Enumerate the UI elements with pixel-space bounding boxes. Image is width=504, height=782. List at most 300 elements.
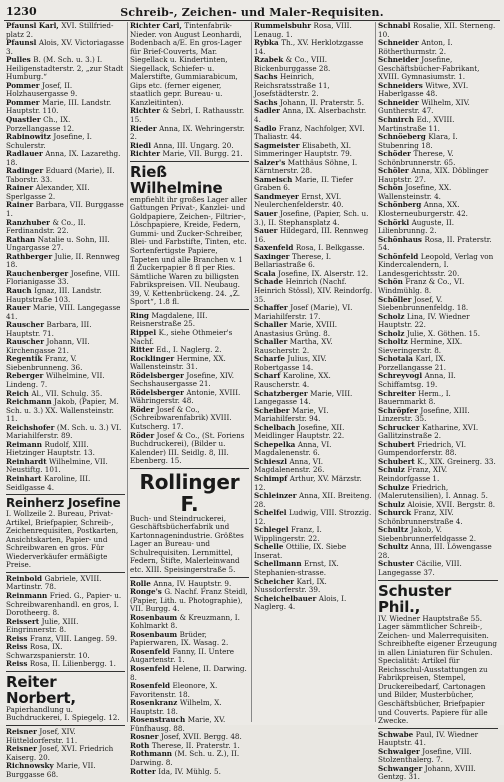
directory-entry xyxy=(130,432,249,466)
entry-details: Josefine, XIII. Linzerstr. 35. xyxy=(378,405,470,424)
directory-entry xyxy=(378,99,498,116)
entry-name: Schurck xyxy=(378,508,414,518)
directory-entry xyxy=(130,312,249,329)
entry-name: Scala xyxy=(254,268,279,278)
entry-name: Ronge's xyxy=(130,587,165,597)
directory-entry xyxy=(378,466,498,483)
entry-details: Hildegard, III. Rennweg 16. xyxy=(254,226,369,244)
advertisement xyxy=(6,494,125,573)
entry-name: Schulz xyxy=(378,499,408,509)
entry-details: Ed., I. Naglerg. 2. xyxy=(156,345,222,355)
entry-name: Sauer xyxy=(254,209,280,219)
entry-name: Rosenfeld xyxy=(130,681,173,691)
entry-details: Therese, I. Bellariastraße 6. xyxy=(254,251,331,270)
entry-name: Reissert xyxy=(6,616,42,626)
directory-entry xyxy=(6,201,125,218)
directory-entry xyxy=(130,125,249,142)
directory-entry xyxy=(6,253,125,270)
directory-entry xyxy=(378,338,498,355)
directory-entry xyxy=(6,82,125,99)
directory-entry xyxy=(378,201,498,218)
directory-entry xyxy=(254,526,373,543)
entry-name: Schönberg xyxy=(378,200,424,210)
entry-details: Marie, XVIII. Anastasius Grüng. 8. xyxy=(254,320,338,338)
directory-entry xyxy=(130,682,249,699)
advertisement-title: Reinherz Josefine xyxy=(6,496,121,511)
entry-details: Helene, II. Darwing. 8. xyxy=(130,664,247,682)
directory-entry xyxy=(378,731,498,748)
directory-entry xyxy=(378,441,498,458)
entry-name: Sauer xyxy=(254,226,280,236)
entry-name: Rotter xyxy=(130,766,159,776)
entry-name: Pommer xyxy=(6,80,43,90)
entry-name: Saxinger xyxy=(254,251,292,261)
entry-details: Rosa, I. Belkgasse. xyxy=(295,243,365,253)
entry-details: Franz, I. Wipplingerstr. 22. xyxy=(254,525,322,543)
entry-details: Natalie u. Sohn, III. Ungargasse 27. xyxy=(6,234,110,253)
entry-name: Rybka xyxy=(254,38,282,48)
entry-name: Rosner xyxy=(130,732,161,742)
entry-details: Barbara, VII. Burggasse 1. xyxy=(6,200,124,219)
directory-entry xyxy=(378,56,498,82)
entry-name: Regentik xyxy=(6,354,45,364)
entry-details: Julius, XIV. Robertgasse 14. xyxy=(254,354,327,372)
directory-entry xyxy=(6,372,125,389)
entry-name: Reimann xyxy=(6,439,45,449)
entry-details: Franz, Nachfolger, XVI. Thaliastr. 44. xyxy=(254,123,365,142)
directory-entry xyxy=(254,595,373,612)
entry-details: Jakob, V. Siebenbrunnerfeldgasse 2. xyxy=(378,525,477,543)
entry-details: Anna, VI. Magdalenenstr. 6. xyxy=(254,439,332,458)
directory-entry xyxy=(254,509,373,526)
entry-name: Scharfe xyxy=(254,354,288,364)
entry-name: Schnöeberg xyxy=(378,132,429,142)
entry-details: Arthur, XV. Märzstr. 12. xyxy=(254,473,362,492)
entry-details: Anna, XIX. Döblinger Hauptstr. 27. xyxy=(378,166,489,184)
entry-details: Josef, II. Holzhausergasse 9. xyxy=(6,80,78,99)
entry-name: Schröpfer xyxy=(378,405,421,415)
entry-name: Ranzhuber xyxy=(6,217,53,227)
directory-entry xyxy=(130,588,249,614)
entry-name: Reisner xyxy=(6,727,40,737)
entry-name: Schieszl xyxy=(254,456,290,466)
directory-entry xyxy=(254,39,373,56)
entry-name: Schöder xyxy=(378,149,414,159)
directory-entry xyxy=(6,592,125,618)
entry-name: Schleinzer xyxy=(254,491,299,501)
entry-name: Schwabe xyxy=(378,729,416,739)
entry-name: Schwanger xyxy=(378,763,425,773)
entry-details: Franz, XIV. Schönbrunnerstraße 4. xyxy=(378,508,463,526)
directory-entry xyxy=(6,219,125,236)
directory-entry xyxy=(6,56,125,82)
entry-details: Josef, V. Siebenbrunnenfeldg. 18. xyxy=(378,294,469,313)
advertisement xyxy=(130,468,249,578)
entry-details: Fanny, II. Untere Augartenstr. 1. xyxy=(130,646,235,665)
entry-name: Reberger xyxy=(6,371,46,381)
directory-entry xyxy=(254,578,373,595)
directory-entry xyxy=(6,441,125,458)
entry-name: Scholtz xyxy=(378,337,411,347)
entry-name: Schön xyxy=(378,183,406,193)
entry-details: Auguste, II. Lilienbrunng. 2. xyxy=(378,217,455,236)
entry-details: Franz, XIV. Reindorfgasse 1. xyxy=(378,465,448,483)
column-3 xyxy=(252,22,376,722)
entry-details: Antonie, XVIII. Währingerstr. 48. xyxy=(130,387,241,406)
directory-entry xyxy=(378,313,498,330)
directory-entry xyxy=(378,184,498,201)
entry-name: Reinmann xyxy=(6,591,50,600)
entry-details: K., siehe Othmeier's Nachf. xyxy=(130,327,233,346)
entry-name: Rosenfeld xyxy=(130,646,173,656)
directory-entry xyxy=(130,406,249,432)
directory-entry xyxy=(130,107,249,124)
entry-name: Rödelsberger xyxy=(130,387,187,397)
entry-details: Marie, VII. Burgg. 21. xyxy=(162,149,243,159)
entry-name: Rathan xyxy=(6,234,38,244)
directory-entry xyxy=(254,372,373,389)
directory-entry xyxy=(378,253,498,279)
entry-name: Rosenfeld xyxy=(130,664,173,673)
directory-entry xyxy=(378,372,498,389)
entry-name: Scheiber xyxy=(254,405,292,415)
directory-entry xyxy=(6,270,125,287)
entry-name: Scheichelbauer xyxy=(254,593,319,603)
entry-name: Reiss xyxy=(6,659,30,669)
entry-details: Magdalene, III. Reisnerstraße 25. xyxy=(130,310,208,329)
entry-details: Josef & Co., (Schreibwarenfabrik) XVIII. Kutscherg. 17. xyxy=(130,404,232,431)
entry-name: Schaller xyxy=(254,337,290,347)
directory-entry xyxy=(254,355,373,372)
entry-details: Josefine, VIII. Stolzenthalerg. 7. xyxy=(378,746,472,765)
directory-entry xyxy=(130,389,249,406)
entry-name: Schaller xyxy=(254,320,290,330)
entry-name: Schulz xyxy=(378,465,408,475)
entry-details: Barbara, III. Hauptstr. 71. xyxy=(6,320,92,338)
entry-name: Rauscher xyxy=(6,320,47,330)
entry-details: Franz, VIII. Langeg. 59. xyxy=(29,633,117,643)
entry-details: Matthäus Söhne, I. Kärntnerstr. 28. xyxy=(254,157,358,176)
entry-name: Schönhaus xyxy=(378,234,425,244)
entry-details: Anna, II. Schiffamtsg. 19. xyxy=(378,371,456,389)
entry-name: Schepelka xyxy=(254,439,298,449)
entry-details: Josefine, XX. Wallensteinstr. 4. xyxy=(378,183,452,201)
directory-entry xyxy=(130,665,249,682)
entry-name: Sachs xyxy=(254,72,280,82)
directory-entry xyxy=(378,150,498,167)
directory-entry xyxy=(378,167,498,184)
directory-entry xyxy=(130,768,249,777)
advertisement-body: IV. Wiedner Hauptstraße 55. Lager sämmtlicher Schreib-, Zeichen- und Malerrequisiten. Schreibhefte eigener Erzeugung in allen Liniaturen für Schulen. Specialität: Artikel für Reichsschul-Ausstattungen zu Fabrikpreisen, Stempel, Druckereibedarf, Cartonagen und Bilder, Musterbücher, Geschäftsbücher, Briefpapier und Couverts. Papiere für alle Zwecke. xyxy=(378,613,497,726)
entry-name: Reisner xyxy=(6,744,40,754)
directory-entry xyxy=(254,159,373,176)
page-number: 1230 xyxy=(6,5,37,18)
entry-name: Reiss xyxy=(6,633,30,643)
entry-name: Rolle xyxy=(130,578,154,588)
entry-details: Cäcilie, VIII. Langegasse 37. xyxy=(378,559,462,577)
entry-details: Josefine, VIII. Florianigasse 33. xyxy=(6,268,121,287)
column-4 xyxy=(376,21,500,782)
directory-entry xyxy=(254,390,373,407)
entry-name: Scholz xyxy=(378,311,407,321)
directory-entry xyxy=(254,227,373,244)
entry-details: Th., XV. Herklotzgasse 14. xyxy=(254,38,364,56)
advertisement xyxy=(378,580,498,729)
entry-name: Sadler xyxy=(254,106,283,116)
entry-name: Schelle xyxy=(254,542,286,552)
directory-entry xyxy=(130,329,249,346)
directory-entry xyxy=(6,22,125,39)
advertisement-body: empfiehlt ihr großes Lager aller Gattungen Privat-, Kanzlei- und Goldpapiere, Zeichen-, Filtrier-, Löschpapiere, Kreide, Federn, Gummi- und Zucker-Schreiber, Blei- und Farbstifte, Tinten, etc. Sortenfertigste Papiere, Tapeten und alle Branchen v. 1 fl Zuckerpapier 8 fl per Ries. Sämtliche Waren zu billigsten Fabrikspreisen. VII. Neubaug. 39, V. Kettenbrückeng. 24. „Z. Sport“, 1.8 fl. xyxy=(130,194,248,307)
directory-entry xyxy=(254,56,373,73)
entry-details: Rosalie, XII. Sterneng. 10. xyxy=(378,21,496,39)
advertisement-title: Rollinger F. xyxy=(139,469,240,516)
entry-name: Rosenstrauch xyxy=(130,715,188,725)
directory-entry xyxy=(130,614,249,631)
directory-entry xyxy=(6,184,125,201)
entry-name: Schnabl xyxy=(378,21,413,30)
entry-details: Josef, XVII. Bergg. 48. xyxy=(160,732,242,742)
entry-details: Wilhelm, X. Hauptstr. 18. xyxy=(130,698,222,716)
directory-entry xyxy=(378,116,498,133)
directory-entry xyxy=(254,321,373,338)
directory-entry xyxy=(254,22,373,39)
entry-name: Rauchenberger xyxy=(6,268,71,278)
directory-entry xyxy=(6,150,125,167)
entry-name: Schrucker xyxy=(378,422,423,432)
entry-details: Wilhelm, XIV. Guntherstr. 47. xyxy=(378,97,470,116)
entry-details: Marie, XV. Fünfhausg. 88. xyxy=(130,715,226,733)
entry-details: Anna, VI. Magdalenenstr. 26. xyxy=(254,456,325,475)
directory-entry xyxy=(254,424,373,441)
entry-name: Rathberger xyxy=(6,251,55,261)
directory-entry xyxy=(254,441,373,458)
entry-name: Rzabek xyxy=(254,55,286,65)
entry-name: Rödelsberger xyxy=(130,370,187,380)
directory-entry xyxy=(378,236,498,253)
entry-details: Eleonore, X. Favoritenstr. 18. xyxy=(130,681,218,699)
entry-name: Sadlo xyxy=(254,123,279,133)
entry-details: Josefine, Geschäftsbücher-Fabrikant, XVIII. Gymnasiumstr. 1. xyxy=(378,55,480,82)
directory-entry xyxy=(6,287,125,304)
directory-entry xyxy=(254,475,373,492)
entry-details: Herm., I. Bauernmarkt 8. xyxy=(378,388,451,407)
entry-name: Schönfeld xyxy=(378,251,421,261)
entry-details: Wilhelmine, VII. Lindeng. 7. xyxy=(6,371,105,389)
entry-details: Ernst, XVI. Neulerchenfelderstr. 40. xyxy=(254,191,344,210)
entry-name: Ring xyxy=(130,310,152,320)
entry-details: Ernst, IX. Stephanien-strasse. xyxy=(254,559,339,577)
entry-details: Anna, XX. Klosterneuburgerstr. 42. xyxy=(378,200,468,219)
entry-name: Pulles xyxy=(6,55,34,65)
entry-details: Therese, V. Schönbrunnerstr. 65. xyxy=(378,149,456,167)
directory-entry xyxy=(6,643,125,660)
entry-name: Schotala xyxy=(378,354,416,364)
entry-details: Eduard (Marie), II. Taborstr. 33. xyxy=(6,166,115,184)
entry-name: Sagmeister xyxy=(254,140,303,150)
entry-details: Ignaz, III. Landstr. Hauptstraße 103. xyxy=(6,285,102,304)
column-2 xyxy=(128,21,252,776)
directory-entry xyxy=(378,82,498,99)
entry-name: Rabinowitz xyxy=(6,132,54,142)
directory-entry xyxy=(378,526,498,543)
entry-details: Johann, II. Praterstr. 5. xyxy=(280,97,364,107)
entry-name: Radlauer xyxy=(6,149,46,159)
entry-name: Riedl xyxy=(130,140,154,150)
directory-entry xyxy=(378,133,498,150)
entry-name: Roth xyxy=(130,740,152,750)
entry-details: Josef, XVI. Friedrich Kaiserg. 20. xyxy=(6,744,114,762)
directory-entry xyxy=(378,390,498,407)
directory-entry xyxy=(6,660,125,669)
advertisement-body: Papierhandlung u. Buchdruckerei, I. Spiegelg. 12. xyxy=(6,704,120,723)
entry-name: Schlegel xyxy=(254,525,291,535)
directory-entry xyxy=(378,543,498,560)
entry-details: Marie, VIII. Langegasse 14. xyxy=(254,388,353,407)
entry-details: Friedrich, (Malerutensilien), I. Annag. 5. xyxy=(378,482,488,501)
entry-name: Rothmann xyxy=(130,749,175,759)
entry-details: Anna, III. Ungarg. 20. xyxy=(153,140,234,150)
entry-name: Schuster xyxy=(378,559,417,569)
entry-name: Rummelsbuhr xyxy=(254,21,314,30)
directory-entry xyxy=(254,458,373,475)
entry-name: Reinbold xyxy=(6,573,45,583)
entry-details: Rosa, II. Praterstr. 54. xyxy=(378,234,492,253)
entry-name: Scholz xyxy=(378,328,407,338)
directory-entry xyxy=(6,167,125,184)
directory-entry xyxy=(6,39,125,56)
entry-details: Wilhelmine, VII. Neustiftg. 101. xyxy=(6,456,108,475)
entry-details: Jakob, (Papier, M. Sch. u. 3.) XX. Wallensteinstr. 11. xyxy=(6,397,119,424)
entry-details: & Co., II. Ferdinandstr. 22. xyxy=(6,217,86,236)
entry-details: Gabriele, XVIII. Martinstr. 78. xyxy=(6,573,102,592)
entry-name: Reinhart xyxy=(6,473,44,483)
directory-entry xyxy=(254,253,373,270)
entry-details: Marie, III. Landstr. Hauptstr. 110. xyxy=(6,97,112,116)
entry-details: Friedrich, VI. Gumpendorferstr. 88. xyxy=(378,439,467,458)
entry-name: Schelbach xyxy=(254,422,298,432)
entry-name: Schade xyxy=(254,277,286,287)
directory-entry xyxy=(254,560,373,577)
entry-details: Heinrich, Reichsratsstraße 11, Josefstädterstr. 2. xyxy=(254,72,330,99)
advertisement-title: Schuster Phil., xyxy=(378,581,452,616)
columns xyxy=(4,21,500,782)
advertisement xyxy=(6,671,125,726)
directory-entry xyxy=(6,236,125,253)
entry-details: Brüder, Papierwaren, IX. Wasag. 2. xyxy=(130,629,229,648)
directory-entry xyxy=(130,631,249,648)
entry-details: Franz & Co., VI. Windmühlg. 8. xyxy=(378,277,465,295)
directory-entry xyxy=(378,424,498,441)
entry-details: Lina, IV. Wiedner Hauptstr. 22. xyxy=(378,311,470,330)
entry-details: (M. Sch. u. 3.) VI. Mariahilferstr. 89. xyxy=(6,422,122,441)
entry-details: Katharine, XVI. Gallitzinstraße 2. xyxy=(378,422,479,441)
running-title: Schreib-, Zeichen- und Maler-Requisiten. xyxy=(120,5,384,19)
entry-details: Franz, V. Siebenbrunneng. 36. xyxy=(6,354,83,372)
entry-details: Ludwig, VIII. Strozzig. 12. xyxy=(254,508,372,526)
entry-name: Pommer xyxy=(6,97,43,107)
advertisement-title: Rieß Wilhelmine xyxy=(130,162,223,197)
entry-details: Marie, VI. Mariahilferstr. 94. xyxy=(254,405,329,424)
entry-name: Schwaiger xyxy=(378,746,423,756)
entry-name: Richnowsky xyxy=(6,761,57,771)
entry-details: Julie, X. Göthen. 15. xyxy=(406,328,480,338)
directory-entry xyxy=(254,543,373,560)
directory-entry xyxy=(6,762,125,779)
directory-entry xyxy=(130,150,249,159)
directory-entry xyxy=(6,133,125,150)
entry-name: Reich xyxy=(6,388,32,398)
entry-name: Rosenkranz xyxy=(130,698,180,708)
entry-name: Schubert xyxy=(378,456,418,466)
entry-details: & Sebrl, I. Rathausstr. 15. xyxy=(130,106,245,125)
entry-name: Sameisch xyxy=(254,174,295,184)
entry-name: Reiss xyxy=(6,642,30,652)
entry-name: Richter xyxy=(130,106,163,116)
entry-details: Leopold, Verlag von Kindercalendern, I. Landesgerichtsstr. 20. xyxy=(378,251,494,278)
entry-details: Anna, IX. Wehringerstr. 2. xyxy=(130,123,245,142)
entry-name: Rosenbaum xyxy=(130,629,180,639)
entry-details: Josefine, I. Schulerstr. xyxy=(6,132,92,150)
entry-name: Schellmann xyxy=(254,559,305,569)
directory-entry xyxy=(254,210,373,227)
entry-details: Rosa, VIII. Lenaug. 1. xyxy=(254,21,352,39)
entry-details: Hermine, XIX. Sieveringerstr. 8. xyxy=(378,337,463,355)
entry-details: Ottilie, IX. Siebe Inserat. xyxy=(254,542,347,560)
entry-name: Reichshofer xyxy=(6,422,57,432)
entry-name: Schreyvogl xyxy=(378,371,425,381)
directory-entry xyxy=(254,278,373,304)
directory-entry xyxy=(254,407,373,424)
directory-entry xyxy=(378,22,498,39)
entry-name: Sachs xyxy=(254,97,280,107)
entry-details: Josef (Marie), VI. Mariahilferstr. 17. xyxy=(254,303,353,321)
entry-name: Röder xyxy=(130,430,157,440)
entry-details: XVI. Stillfried-platz 2. xyxy=(6,21,114,39)
directory-entry xyxy=(254,338,373,355)
entry-name: Radinger xyxy=(6,166,46,176)
directory-entry xyxy=(6,355,125,372)
entry-details: Witwe, XVI. Haberlgasse 48. xyxy=(378,80,469,99)
entry-details: Josef & Co., (St. Foriens Buchdruckerei), (Bilder u. Kalender) III. Seidlg. 8, III. Ebenberg. 15. xyxy=(130,430,245,466)
entry-name: Schatzberger xyxy=(254,388,311,398)
entry-details: Johann, VII. Kirchengasse 21. xyxy=(6,337,90,355)
directory-entry xyxy=(6,575,125,592)
entry-name: Schimpf xyxy=(254,473,290,483)
entry-details: Marie, VIII. Langegasse 41. xyxy=(6,303,121,321)
entry-name: Schaffer xyxy=(254,303,291,313)
directory-entry xyxy=(6,304,125,321)
entry-name: Ritter xyxy=(130,345,157,355)
entry-name: Schneider xyxy=(378,97,422,107)
directory-entry xyxy=(378,748,498,765)
entry-name: Röder xyxy=(130,404,157,414)
entry-name: Pfaunsl Karl, xyxy=(6,21,62,30)
entry-details: Ida, IV. Mühlg. 5. xyxy=(158,766,221,776)
entry-name: Salzer's xyxy=(254,157,288,167)
entry-name: Schulze xyxy=(378,482,412,492)
entry-name: Schultz xyxy=(378,525,411,535)
entry-name: Schneiders xyxy=(378,80,426,90)
directory-entry xyxy=(254,176,373,193)
entry-name: Rauer xyxy=(6,303,33,313)
page-header xyxy=(4,4,500,21)
entry-details: Julie, II. Rennweg 18. xyxy=(6,251,120,270)
directory-entry xyxy=(254,125,373,142)
entry-details: & Kreuzmann, I. Kohlmarkt 8. xyxy=(130,612,240,631)
entry-details: Aloisie, XVII. Bergstr. 8. xyxy=(407,499,496,509)
directory-entry xyxy=(378,407,498,424)
